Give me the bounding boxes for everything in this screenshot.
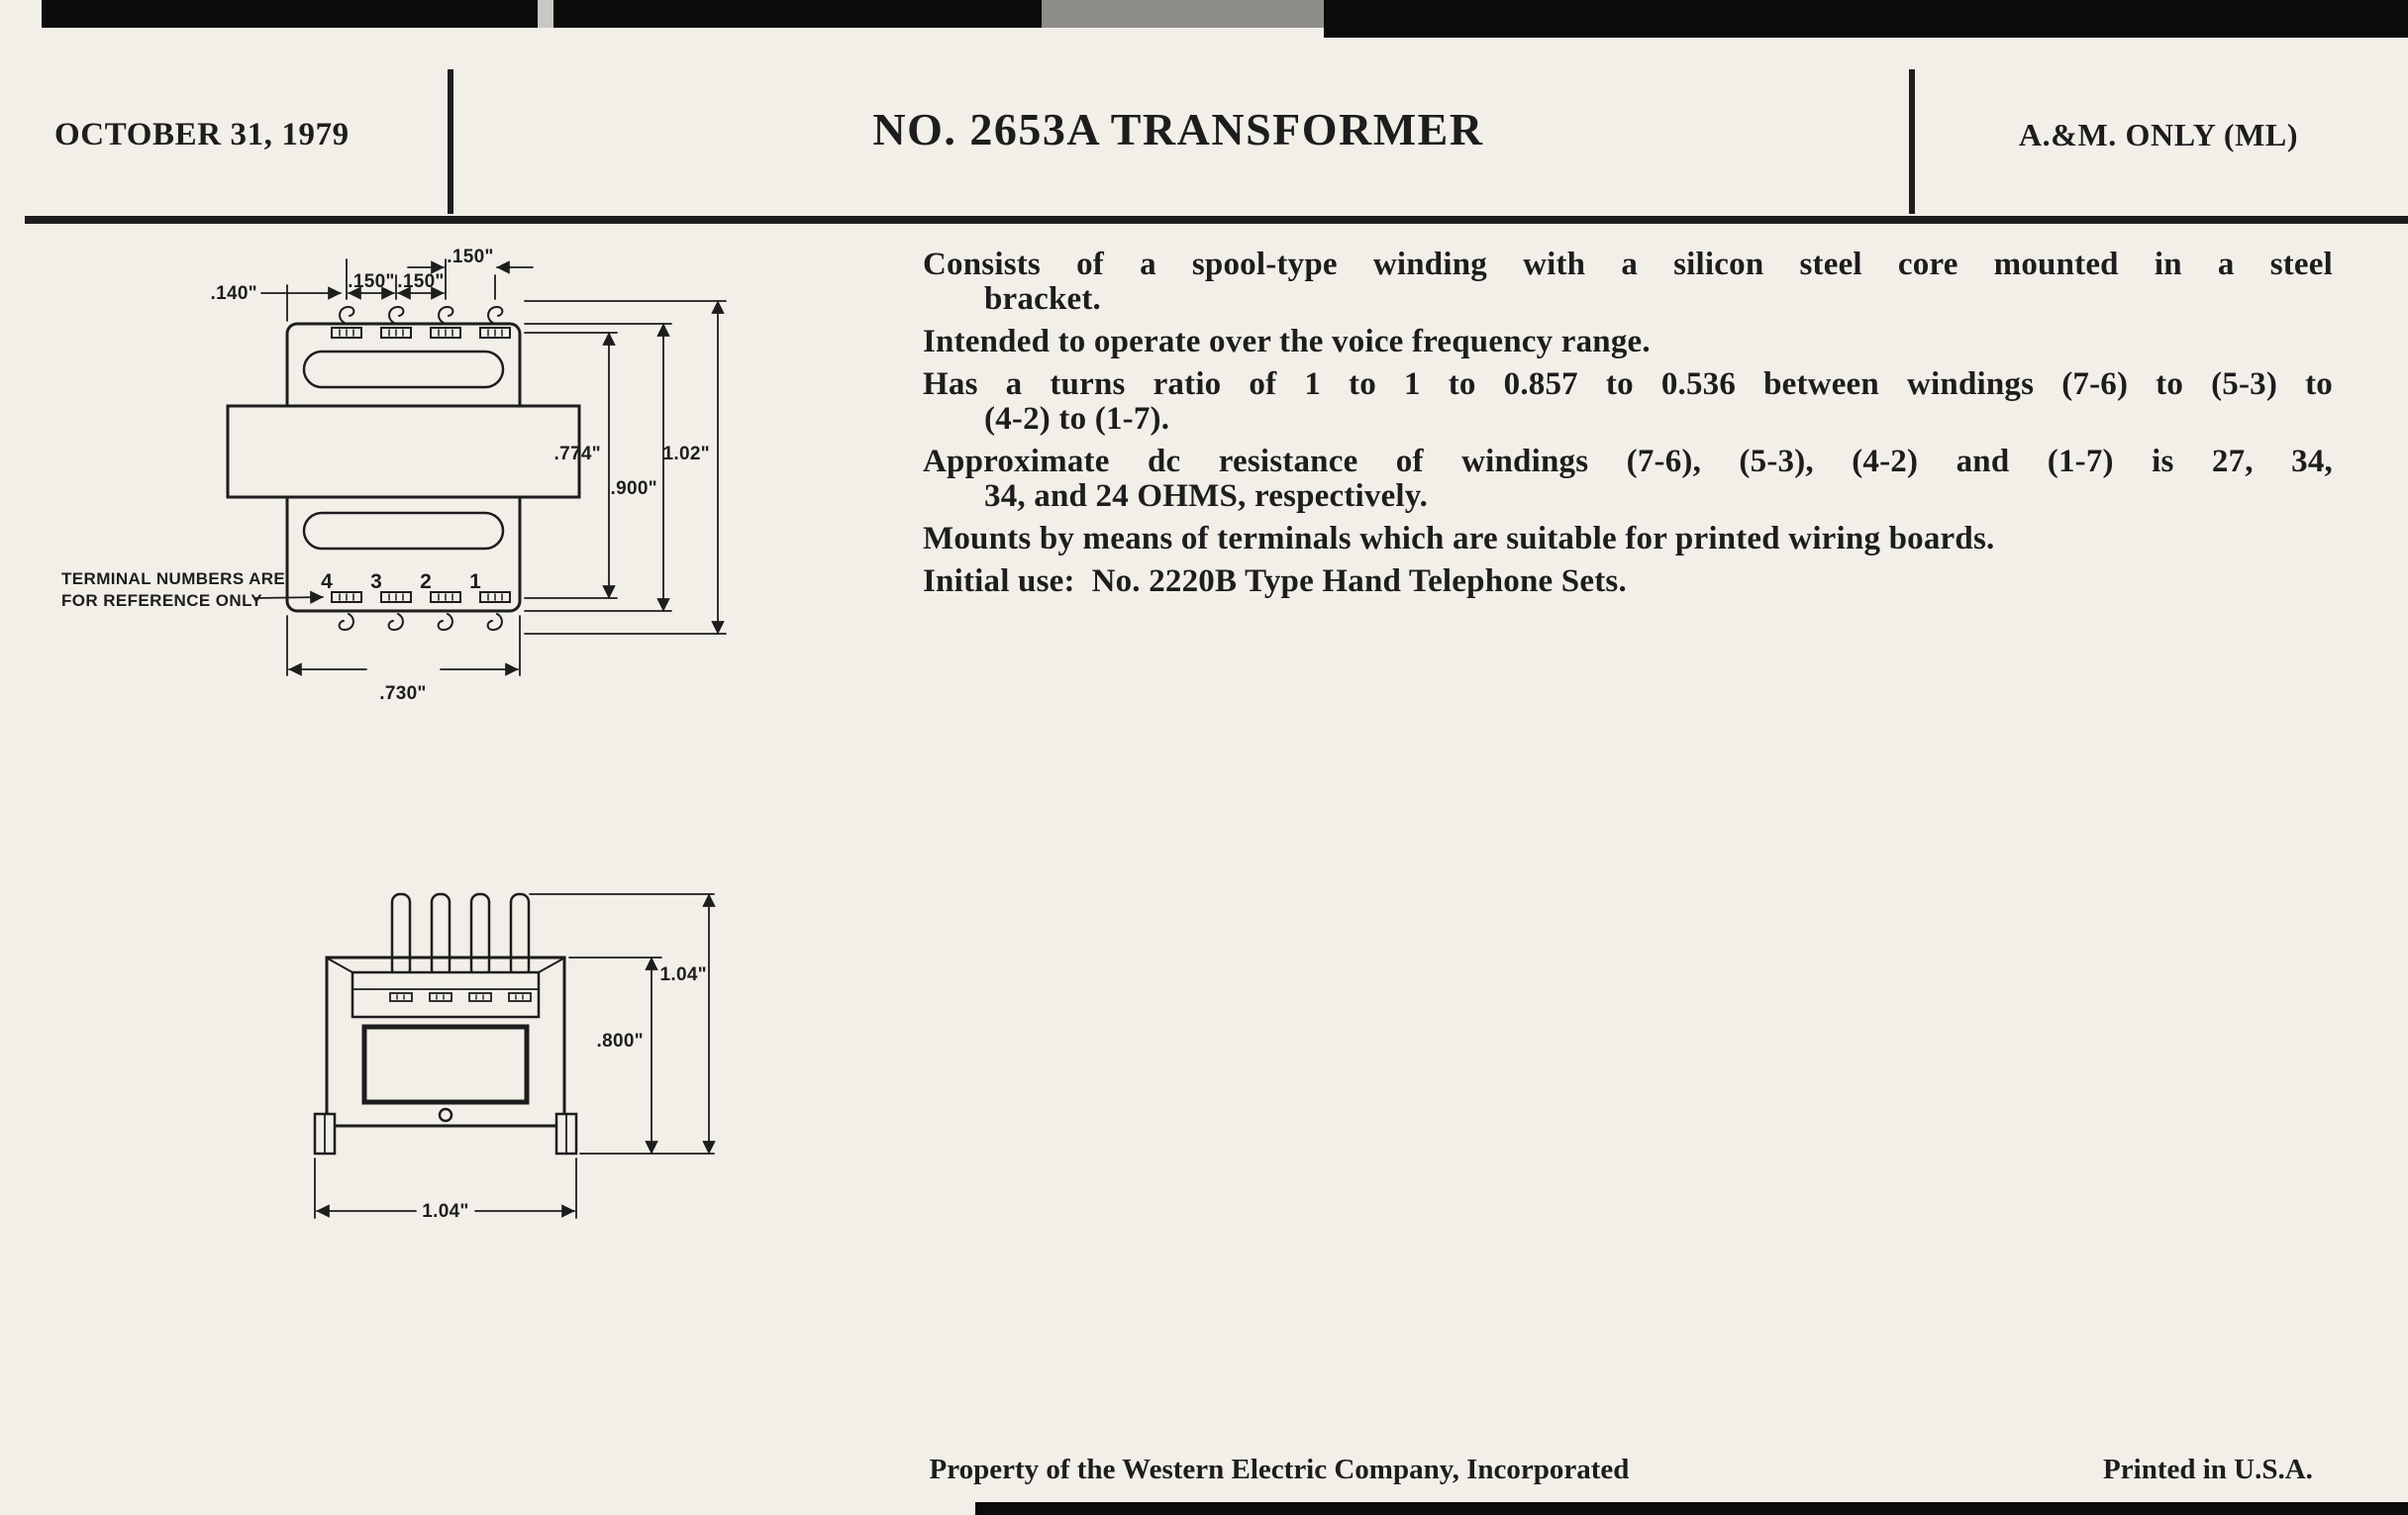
spec-line: Initial use: No. 2220B Type Hand Telephone Sets. (923, 563, 1627, 599)
scan-edge-gap (538, 0, 553, 28)
spec-paragraph (923, 445, 2333, 514)
spec-paragraph (923, 522, 2333, 556)
front-view-drawing (315, 894, 714, 1222)
dim-label-140: .140" (210, 283, 257, 304)
dim-label-800: .800" (596, 1031, 644, 1052)
technical-drawings (59, 238, 812, 1297)
page-title: NO. 2653A TRANSFORMER (872, 104, 1484, 154)
mounting-hole (440, 1109, 452, 1121)
spec-paragraph (923, 367, 2333, 437)
terminal-number-4: 4 (321, 570, 333, 593)
dim-label-104-bottom: 1.04" (422, 1201, 469, 1222)
spec-line: (4-2) to (1-7). (984, 401, 1170, 437)
dim-label-774: .774" (553, 444, 601, 464)
scan-edge-top-right (1324, 0, 2408, 38)
spec-paragraph (923, 564, 2333, 599)
dim-label-730: .730" (379, 683, 427, 704)
scan-edge-notch (0, 0, 42, 28)
spec-line: bracket. (984, 281, 1101, 317)
top-view-drawing (61, 247, 726, 704)
dim-label-150c: .150" (447, 247, 494, 267)
dim-label-150a: .150" (348, 271, 395, 292)
header-divider-left (448, 69, 453, 214)
terminal-hooks-bottom (340, 614, 502, 630)
dim-label-104-right: 1.04" (659, 964, 707, 985)
property-notice: Property of the Western Electric Company, Incorporated (929, 1454, 1630, 1485)
dim-label-900: .900" (610, 478, 657, 499)
spec-line: Has a turns ratio of 1 to 1 to 0.857 to 0.536 between windings (7-6) to (5-3) to (923, 366, 2333, 402)
description-block (923, 248, 2333, 607)
header-rule (25, 216, 2408, 224)
spec-line: Approximate dc resistance of windings (7-6), (5-3), (4-2) and (1-7) is 27, 34, (923, 444, 2333, 479)
classification-label: A.&M. ONLY (ML) (2018, 117, 2299, 152)
terminal-number-1: 1 (469, 570, 481, 593)
terminal-posts (392, 894, 529, 977)
terminal-note-line2: FOR REFERENCE ONLY (61, 591, 263, 610)
dim-label-150b: .150" (397, 271, 445, 292)
printed-in-usa: Printed in U.S.A. (2103, 1454, 2313, 1485)
spec-line: Intended to operate over the voice frequency range. (923, 324, 1651, 359)
scan-edge-gray (1042, 0, 1324, 28)
scan-edge-bottom (975, 1502, 2408, 1515)
spec-paragraph (923, 325, 2333, 359)
core-window (364, 1027, 527, 1102)
terminal-number-3: 3 (370, 570, 382, 593)
spec-line: 34, and 24 OHMS, respectively. (984, 478, 1429, 514)
terminal-hooks-top (340, 307, 502, 323)
lamination-stack (352, 972, 539, 1017)
dim-label-102: 1.02" (662, 444, 710, 464)
terminal-number-2: 2 (420, 570, 432, 593)
document-date: OCTOBER 31, 1979 (54, 117, 350, 152)
spec-line: Mounts by means of terminals which are suitable for printed wiring boards. (923, 521, 1995, 556)
core-outline (228, 406, 579, 497)
terminal-note-line1: TERMINAL NUMBERS ARE (61, 569, 286, 588)
header-divider-right (1909, 69, 1915, 214)
spec-paragraph (923, 248, 2333, 317)
spec-line: Consists of a spool-type winding with a silicon steel core mounted in a steel (923, 247, 2333, 282)
